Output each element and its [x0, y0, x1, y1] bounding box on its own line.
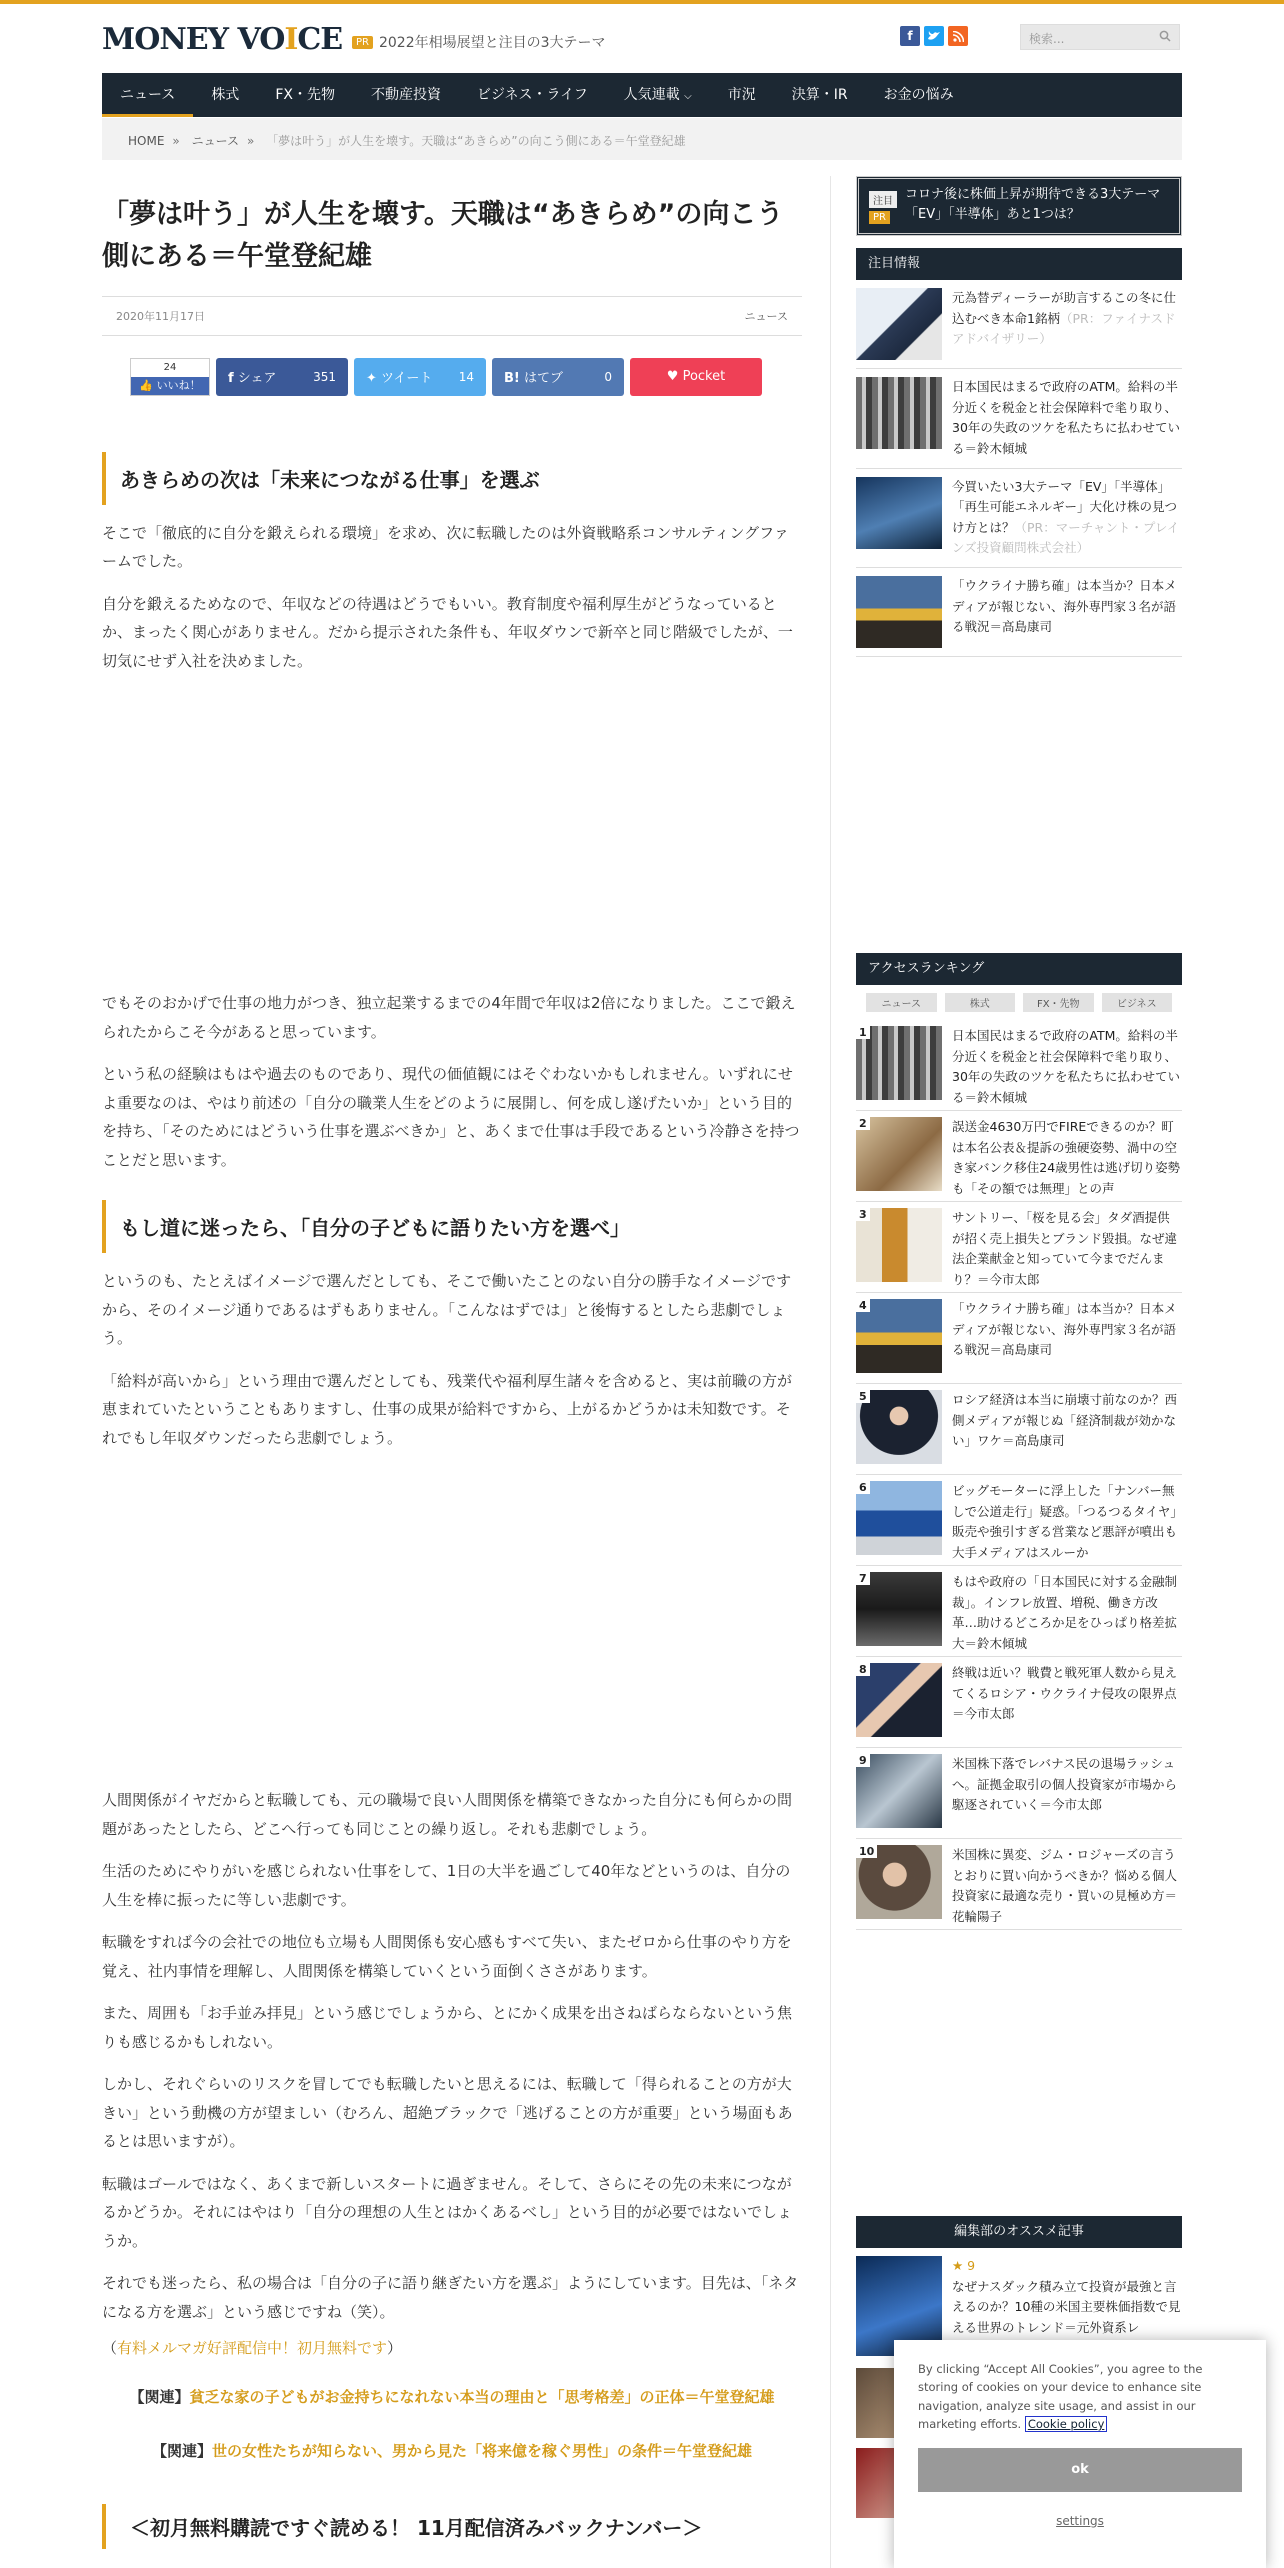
social-icons	[900, 26, 968, 46]
tab-business[interactable]: ビジネス	[1102, 993, 1173, 1012]
paragraph: 転職はゴールではなく、あくまで新しいスタートに過ぎません。そして、さらにその先の未来につながるかどうか。それにはやはり「自分の理想の人生とはかくあるべし」という目的が必要ではないでしょうか。	[102, 2174, 793, 2250]
featured-item[interactable]: 今買いたい3大テーマ「EV」「半導体」「再生可能エネルギー」大化け株の見つけ方とは？（PR：マーチャント・プレインズ投資顧問株式会社）	[856, 469, 1182, 569]
related-links: 【関連】貧乏な家の子どもがお金持ちになれない本当の理由と「思考格差」の正体＝午堂登紀雄 【関連】世の女性たちが知らない、男から見た「将来億を稼ぐ男性」の条件＝午堂登紀雄	[129, 2388, 775, 2461]
main-nav	[102, 73, 1182, 117]
nav-item-stocks[interactable]: 株式	[211, 87, 240, 103]
cookie-settings-link[interactable]: settings	[1056, 2513, 1104, 2528]
nav-item-business[interactable]: ビジネス・ライフ	[476, 87, 588, 103]
ranking-item[interactable]: 7 もはや政府の「日本国民に対する金融制裁」。インフレ放置、増税、働き方改革…助けるどころか足をひっぱり格差拡大＝鈴木傾城	[856, 1566, 1182, 1657]
featured-item[interactable]: 日本国民はまるで政府のATM。給料の半分近くを税金と社会保障料で毟り取り、30年の失政のツケを私たちに払わせている＝鈴木傾城	[856, 369, 1182, 469]
search-input[interactable]: 検索...	[1029, 32, 1065, 46]
facebook-icon: f	[228, 371, 234, 387]
cookie-text: By clicking “Accept All Cookies”, you agree to the storing of cookies on your device to enhance site navigation, analyze site usage, and assist in our marketing efforts. Cookie policy	[918, 2362, 1203, 2432]
like-count: 24	[163, 361, 177, 373]
article-date: 2020年11月17日	[116, 309, 205, 323]
ranking-thumbnail: 1	[856, 1026, 942, 1100]
ranking-item[interactable]: 3 サントリー、「桜を見る会」タダ酒提供が招く売上損失とブランド毀損。なぜ違法企業献金と知っていて今までだんまり？＝今市太郎	[856, 1202, 1182, 1293]
nav-item-ir[interactable]: 決算・IR	[791, 87, 848, 103]
related-link-2[interactable]: 世の女性たちが知らない、男から見た「将来億を稼ぐ男性」の条件＝午堂登紀雄	[212, 2442, 753, 2461]
paragraph: 「給料が高いから」という理由で選んだとしても、残業代や福利厚生諸々を含めると、実は前職の方が恵まれていたということもありますし、仕事の成果が給料ですから、上がるかどうかは未知数です。それでもし年収ダウンだったら悲劇でしょう。	[102, 1371, 793, 1447]
nav-item-popular[interactable]: 人気連載 ⌵	[623, 87, 692, 103]
ranking-item[interactable]: 6 ビッグモーターに浮上した「ナンバー無しで公道走行」疑惑。「つるつるタイヤ」販売や強引すぎる営業など悪評が噴出も大手メディアはスルーか	[856, 1475, 1182, 1566]
nav-item-market[interactable]: 市況	[727, 87, 756, 103]
ranking-heading: アクセスランキング	[856, 953, 1182, 985]
site-logo[interactable]: MONEY VOICE	[102, 22, 343, 57]
ranking-thumbnail: 4	[856, 1299, 942, 1373]
paragraph: しかし、それぐらいのリスクを冒してでも転職したいと思えるには、転職して「得られることの方が大きい」という動機の方が望ましい（むろん、超絶ブラックで「逃げることの方が重要」という場面もあるとは思いますが）。	[102, 2075, 793, 2151]
mailmag-link[interactable]: 有料メルマガ好評配信中！初月無料です	[117, 2339, 388, 2358]
editor-pick-item[interactable]: ★ 9 なぜナスダック積み立て投資が最強と言えるのか？10種の米国主要株価指数で見える世界のトレンド＝元外資系レ	[856, 2248, 1182, 2364]
pocket-button[interactable]: ♥ Pocket	[630, 358, 762, 396]
search-icon[interactable]	[1159, 30, 1171, 44]
featured-thumbnail	[856, 477, 942, 549]
tweet-button[interactable]: ✦ ツイート 14	[354, 358, 486, 396]
breadcrumb-current: 「夢は叶う」が人生を壊す。天職は“あきらめ”の向こう側にある＝午堂登紀雄	[266, 134, 686, 148]
facebook-like-button[interactable]: 24 👍 いいね！	[130, 358, 210, 396]
featured-heading: 注目情報	[856, 248, 1182, 280]
ranking-thumbnail: 2	[856, 1117, 942, 1191]
pr-badge: PR	[869, 211, 890, 224]
ad-space	[102, 1452, 802, 1772]
paragraph: そこで「徹底的に自分を鍛えられる環境」を求め、次に転職したのは外資戦略系コンサルティングファームでした。	[102, 523, 789, 571]
ranking-thumbnail: 3	[856, 1208, 942, 1282]
ranking-item[interactable]: 2 誤送金4630万円でFIREできるのか？町は本名公表＆提訴の強硬姿勢、渦中の空き家バンク移住24歳男性は逃げ切り姿勢も「その額では無理」との声	[856, 1111, 1182, 1202]
facebook-share-button[interactable]: f シェア 351	[216, 358, 348, 396]
chevron-right-icon: »	[246, 134, 255, 148]
rating-stars: ★ 9	[952, 2258, 976, 2273]
share-buttons	[130, 358, 802, 396]
rss-icon[interactable]	[948, 26, 968, 46]
hatena-icon: B!	[504, 371, 520, 387]
paragraph: それでも迷ったら、私の場合は「自分の子に語り継ぎたい方を選ぶ」ようにしています。目先は、「ネタになる方を選ぶ」という感じですね（笑）。	[102, 2274, 799, 2321]
breadcrumb-category[interactable]: ニュース	[191, 134, 239, 148]
backnumber-heading: ＜初月無料購読ですぐ読める！ 11月配信済みバックナンバー＞	[102, 2504, 802, 2549]
header-pr-link[interactable]	[352, 32, 606, 52]
paragraph: 生活のためにやりがいを感じられない仕事をして、1日の大半を過ごして40年などというのは、自分の人生を棒に振ったに等しい悲劇です。	[102, 1862, 791, 1909]
ranking-thumbnail: 5	[856, 1390, 942, 1464]
chevron-right-icon: »	[172, 134, 180, 148]
section-heading: もし道に迷ったら、「自分の子どもに語りたい方を選べ」	[102, 1200, 802, 1253]
tab-stocks[interactable]: 株式	[945, 993, 1016, 1012]
featured-item[interactable]: 「ウクライナ勝ち確」は本当か？日本メディアが報じない、海外専門家３名が語る戦況＝高島康司	[856, 568, 1182, 657]
breadcrumb	[102, 118, 1182, 160]
featured-thumbnail	[856, 576, 942, 648]
ranking-item[interactable]: 9 米国株下落でレバナス民の退場ラッシュへ。証拠金取引の個人投資家が市場から駆逐されていく＝今市太郎	[856, 1748, 1182, 1839]
page-title: 「夢は叶う」が人生を壊す。天職は“あきらめ”の向こう側にある＝午堂登紀雄	[102, 199, 784, 272]
nav-item-fx[interactable]: FX・先物	[275, 87, 335, 103]
pr-banner-text: コロナ後に株価上昇が期待できる3大テーマ「EV」「半導体」あと1つは？	[905, 187, 1161, 222]
cookie-consent-banner	[894, 2340, 1266, 2568]
column-divider	[830, 176, 831, 2568]
ranking-thumbnail: 7	[856, 1572, 942, 1646]
sidebar	[856, 176, 1182, 1930]
featured-badge: 注目	[869, 191, 897, 208]
ranking-thumbnail: 8	[856, 1663, 942, 1737]
sidebar-pr-banner[interactable]	[856, 176, 1182, 236]
related-link-1[interactable]: 貧乏な家の子どもがお金持ちになれない本当の理由と「思考格差」の正体＝午堂登紀雄	[189, 2388, 775, 2407]
twitter-icon[interactable]	[924, 26, 944, 46]
cookie-ok-button[interactable]: ok	[918, 2448, 1242, 2492]
ranking-item[interactable]: 5 ロシア経済は本当に崩壊寸前なのか？西側メディアが報じぬ「経済制裁が効かない」ワケ＝高島康司	[856, 1384, 1182, 1475]
ranking-item[interactable]: 4 「ウクライナ勝ち確」は本当か？日本メディアが報じない、海外専門家３名が語る戦況＝高島康司	[856, 1293, 1182, 1384]
breadcrumb-home[interactable]: HOME	[128, 134, 165, 148]
article-category[interactable]: ニュース	[744, 309, 788, 323]
chevron-down-icon: ⌵	[684, 91, 692, 102]
tab-fx[interactable]: FX・先物	[1023, 993, 1094, 1012]
site-header	[0, 4, 1284, 72]
search-box[interactable]	[1020, 24, 1180, 50]
twitter-icon: ✦	[366, 371, 377, 387]
paragraph: 人間関係がイヤだからと転職しても、元の職場で良い人間関係を構築できなかった自分にも何らかの問題があったとしたら、どこへ行っても同じことの繰り返し。それも悲劇でしょう。	[102, 1791, 793, 1838]
ad-space	[102, 675, 802, 975]
logo-accent-letter: I	[284, 22, 298, 57]
featured-thumbnail	[856, 288, 942, 360]
cookie-policy-link[interactable]: Cookie policy	[1025, 2416, 1108, 2432]
ranking-thumbnail: 10	[856, 1845, 942, 1919]
tab-news[interactable]: ニュース	[866, 993, 937, 1012]
article	[102, 176, 802, 2549]
paragraph: 自分を鍛えるためなので、年収などの待遇はどうでもいい。教育制度や福利厚生がどうなっているとか、まったく関心がありません。だから提示された条件も、年収ダウンで新卒と同じ階級でしたが、一切気にせず入社を決めました。	[102, 594, 793, 670]
ranking-item[interactable]: 1 日本国民はまるで政府のATM。給料の半分近くを税金と社会保障料で毟り取り、30年の失政のツケを私たちに払わせている＝鈴木傾城	[856, 1020, 1182, 1111]
pr-badge: PR	[352, 36, 373, 49]
nav-item-money[interactable]: お金の悩み	[883, 87, 954, 103]
featured-thumbnail	[856, 377, 942, 449]
paragraph: というのも、たとえばイメージで選んだとしても、そこで働いたことのない自分の勝手なイメージですから、そのイメージ通りであるはずもありません。「こんなはずでは」と後悔するとしたら悲劇でしょう。	[102, 1272, 792, 1348]
paragraph: という私の経験はもはや過去のものであり、現代の価値観にはそぐわないかもしれません。いずれにせよ重要なのは、やはり前述の「自分の職業人生をどのように展開し、何を成し遂げたいか」という目的を持ち、「そのためにはどういう仕事を選ぶべきか」と、あくまで仕事は手段であるという冷静さを持つことだと思います。	[102, 1065, 800, 1169]
paragraph: でもそのおかげで仕事の地力がつき、独立起業するまでの4年間で年収は2倍になりました。ここで鍛えられたからこそ今があると思っています。	[102, 994, 796, 1041]
ranking-item[interactable]: 10 米国株に異変、ジム・ロジャーズの言うとおりに買い向かうべきか？悩める個人投資家に最適な売り・買いの見極め方＝花輪陽子	[856, 1839, 1182, 1930]
ranking-item[interactable]: 8 終戦は近い？戦費と戦死軍人数から見えてくるロシア・ウクライナ侵攻の限界点＝今市太郎	[856, 1657, 1182, 1748]
featured-item[interactable]: 元為替ディーラーが助言するこの冬に仕込むべき本命1銘柄（PR：ファイナスドアドバイザリー）	[856, 280, 1182, 369]
nav-item-news[interactable]: ニュース	[102, 73, 193, 117]
paragraph: また、周囲も「お手並み拝見」という感じでしょうから、とにかく成果を出さねばらならないという焦りも感じるかもしれない。	[102, 2004, 793, 2051]
section-heading: あきらめの次は「未来につながる仕事」を選ぶ	[102, 452, 802, 505]
thumbs-up-icon: 👍	[139, 378, 154, 392]
mailmag-line: （有料メルマガ好評配信中！初月無料です）	[102, 2339, 403, 2358]
ranking-tabs	[856, 985, 1182, 1020]
article-meta	[102, 296, 802, 336]
hatena-bookmark-button[interactable]: B! はてブ 0	[492, 358, 624, 396]
ranking-thumbnail: 6	[856, 1481, 942, 1555]
pr-text: 2022年相場展望と注目の3大テーマ	[378, 35, 606, 51]
pocket-icon: ♥	[666, 369, 679, 385]
ranking-thumbnail: 9	[856, 1754, 942, 1828]
paragraph: 転職をすれば今の会社での地位も立場も人間関係も安心感もすべて失い、またゼロから仕事のやり方を覚え、社内事情を理解し、人間関係を構築していくという面倒くささがあります。	[102, 1933, 792, 1980]
facebook-icon[interactable]: f	[900, 26, 920, 46]
editor-picks-heading: 編集部のオススメ記事	[856, 2216, 1182, 2248]
nav-item-realestate[interactable]: 不動産投資	[370, 87, 441, 103]
